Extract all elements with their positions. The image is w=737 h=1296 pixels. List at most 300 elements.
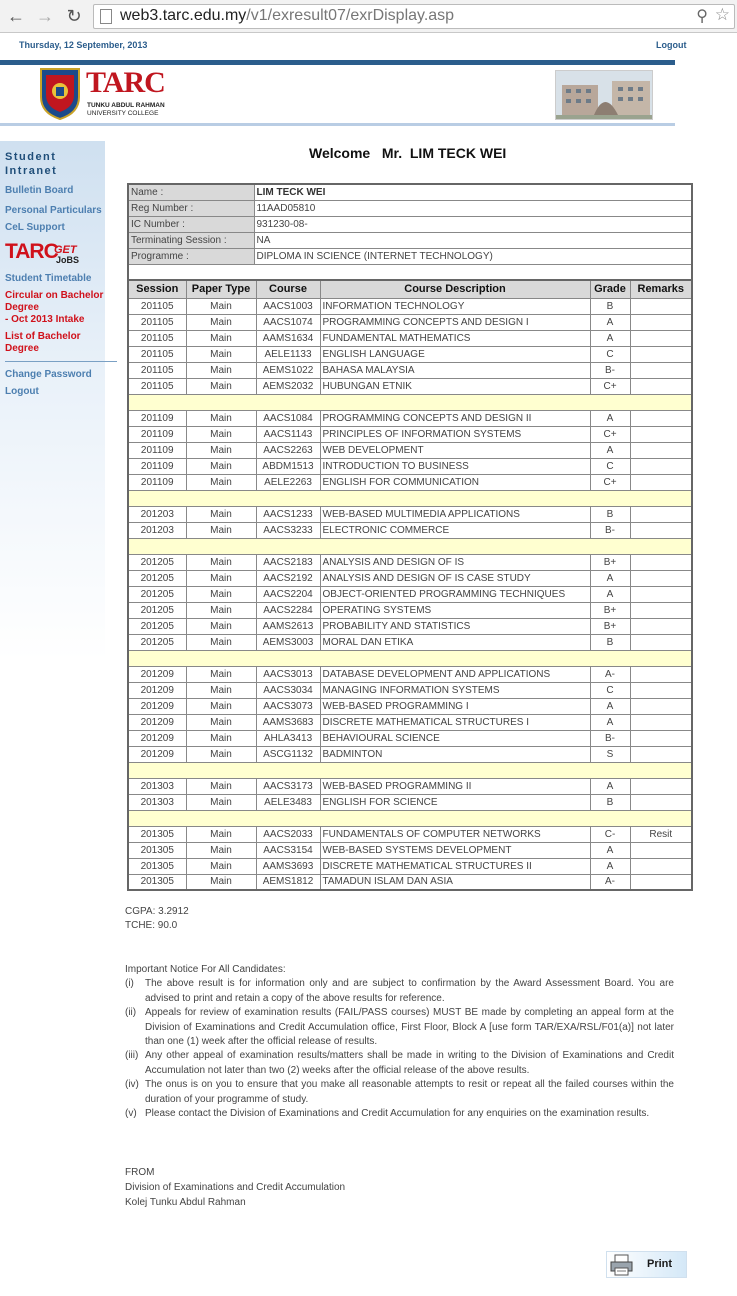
info-row-reg: [128, 200, 692, 216]
info-row-blank: [128, 264, 692, 280]
sidebar-item-circular-bachelor[interactable]: Circular on Bachelor Degree - Oct 2013 Intake: [5, 290, 104, 325]
course-code-cell: AACS3013: [256, 666, 320, 682]
session-cell: 201209: [128, 714, 186, 730]
table-row: [128, 666, 692, 682]
session-cell: 201209: [128, 682, 186, 698]
course-code-cell: AEMS1022: [256, 362, 320, 378]
session-separator: [128, 394, 692, 410]
course-description-cell: MANAGING INFORMATION SYSTEMS: [320, 682, 590, 698]
course-code-cell: AACS2192: [256, 570, 320, 586]
table-row: [128, 346, 692, 362]
course-code-cell: AACS3073: [256, 698, 320, 714]
grade-cell: C: [590, 346, 630, 362]
printer-icon: [610, 1254, 633, 1276]
browser-toolbar: [0, 0, 737, 33]
course-description-cell: FUNDAMENTAL MATHEMATICS: [320, 330, 590, 346]
session-cell: 201203: [128, 506, 186, 522]
remarks-cell: [630, 442, 692, 458]
course-description-cell: WEB-BASED MULTIMEDIA APPLICATIONS: [320, 506, 590, 522]
student-info-table: [127, 183, 693, 281]
session-cell: 201109: [128, 474, 186, 490]
print-button[interactable]: [606, 1251, 687, 1278]
paper-type-cell: Main: [186, 522, 256, 538]
separator-cell: [128, 394, 692, 410]
info-row-ic: [128, 216, 692, 232]
table-row: [128, 362, 692, 378]
remarks-cell: [630, 522, 692, 538]
table-row: [128, 426, 692, 442]
remarks-cell: [630, 746, 692, 762]
grade-cell: A: [590, 330, 630, 346]
grade-cell: C: [590, 682, 630, 698]
info-value-term: NA: [254, 232, 692, 248]
course-description-cell: WEB-BASED PROGRAMMING II: [320, 778, 590, 794]
separator-cell: [128, 810, 692, 826]
paper-type-cell: Main: [186, 554, 256, 570]
table-row: [128, 442, 692, 458]
paper-type-cell: Main: [186, 682, 256, 698]
paper-type-cell: Main: [186, 378, 256, 394]
course-description-cell: DATABASE DEVELOPMENT AND APPLICATIONS: [320, 666, 590, 682]
paper-type-cell: Main: [186, 698, 256, 714]
session-cell: 201109: [128, 458, 186, 474]
session-separator: [128, 762, 692, 778]
cgpa-value: CGPA: 3.2912: [125, 906, 189, 917]
remarks-cell: [630, 330, 692, 346]
tarc-get-jobs-get: GET: [54, 244, 77, 256]
campus-photo: [555, 70, 653, 120]
course-description-cell: DISCRETE MATHEMATICAL STRUCTURES I: [320, 714, 590, 730]
session-cell: 201105: [128, 378, 186, 394]
table-row: [128, 858, 692, 874]
notice-heading: Important Notice For All Candidates:: [125, 964, 286, 975]
separator-cell: [128, 650, 692, 666]
course-code-cell: AACS2263: [256, 442, 320, 458]
remarks-cell: [630, 874, 692, 890]
session-cell: 201205: [128, 618, 186, 634]
remarks-cell: [630, 378, 692, 394]
course-code-cell: AACS1084: [256, 410, 320, 426]
college-crest-icon: [39, 67, 81, 121]
course-code-cell: AACS1074: [256, 314, 320, 330]
session-cell: 201205: [128, 570, 186, 586]
course-code-cell: AELE2263: [256, 474, 320, 490]
paper-type-cell: Main: [186, 410, 256, 426]
paper-type-cell: Main: [186, 618, 256, 634]
remarks-cell: [630, 730, 692, 746]
table-row: [128, 506, 692, 522]
table-row: [128, 314, 692, 330]
table-row: [128, 682, 692, 698]
col-header-course: Course: [256, 280, 320, 298]
grade-cell: A: [590, 570, 630, 586]
session-cell: 201105: [128, 346, 186, 362]
table-row: [128, 602, 692, 618]
remarks-cell: Resit: [630, 826, 692, 842]
current-date: Thursday, 12 September, 2013: [19, 40, 148, 50]
table-row: [128, 522, 692, 538]
session-cell: 201209: [128, 698, 186, 714]
table-row: [128, 746, 692, 762]
logout-link-top[interactable]: Logout: [656, 40, 687, 50]
session-cell: 201205: [128, 586, 186, 602]
grade-cell: C+: [590, 378, 630, 394]
course-description-cell: FUNDAMENTALS OF COMPUTER NETWORKS: [320, 826, 590, 842]
sidebar-item-personal-particulars[interactable]: Personal Particulars: [5, 205, 102, 216]
course-description-cell: ENGLISH LANGUAGE: [320, 346, 590, 362]
info-label: Reg Number :: [128, 200, 254, 216]
course-description-cell: BADMINTON: [320, 746, 590, 762]
session-cell: 201105: [128, 314, 186, 330]
page-icon: [100, 9, 112, 24]
paper-type-cell: Main: [186, 602, 256, 618]
paper-type-cell: Main: [186, 362, 256, 378]
grade-cell: A: [590, 442, 630, 458]
course-description-cell: INFORMATION TECHNOLOGY: [320, 298, 590, 314]
info-label: Name :: [128, 184, 254, 200]
remarks-cell: [630, 666, 692, 682]
course-code-cell: AACS3173: [256, 778, 320, 794]
course-code-cell: AAMS3693: [256, 858, 320, 874]
table-row: [128, 826, 692, 842]
course-description-cell: DISCRETE MATHEMATICAL STRUCTURES II: [320, 858, 590, 874]
grade-cell: A: [590, 778, 630, 794]
session-cell: 201209: [128, 666, 186, 682]
from-line-3: Kolej Tunku Abdul Rahman: [125, 1197, 246, 1208]
back-icon[interactable]: ←: [7, 6, 25, 26]
paper-type-cell: Main: [186, 570, 256, 586]
url-text: web3.tarc.edu.my/v1/exresult07/exrDisplay.asp: [120, 7, 455, 24]
paper-type-cell: Main: [186, 714, 256, 730]
course-code-cell: AELE1133: [256, 346, 320, 362]
grade-cell: B: [590, 794, 630, 810]
course-description-cell: ANALYSIS AND DESIGN OF IS CASE STUDY: [320, 570, 590, 586]
paper-type-cell: Main: [186, 794, 256, 810]
course-code-cell: AACS3034: [256, 682, 320, 698]
paper-type-cell: Main: [186, 442, 256, 458]
session-cell: 201303: [128, 778, 186, 794]
course-code-cell: AELE3483: [256, 794, 320, 810]
remarks-cell: [630, 698, 692, 714]
col-header-grade: Grade: [590, 280, 630, 298]
course-description-cell: BEHAVIOURAL SCIENCE: [320, 730, 590, 746]
paper-type-cell: Main: [186, 730, 256, 746]
grade-cell: C+: [590, 426, 630, 442]
sidebar-item-student-timetable[interactable]: Student Timetable: [5, 273, 92, 284]
grade-cell: B: [590, 298, 630, 314]
session-cell: 201109: [128, 442, 186, 458]
session-cell: 201105: [128, 330, 186, 346]
table-row: [128, 618, 692, 634]
course-code-cell: AACS2033: [256, 826, 320, 842]
info-label: Programme :: [128, 248, 254, 264]
paper-type-cell: Main: [186, 474, 256, 490]
course-description-cell: OBJECT-ORIENTED PROGRAMMING TECHNIQUES: [320, 586, 590, 602]
course-description-cell: ENGLISH FOR COMMUNICATION: [320, 474, 590, 490]
sidebar-item-cel-support[interactable]: CeL Support: [5, 222, 65, 233]
grade-cell: A-: [590, 666, 630, 682]
table-row: [128, 330, 692, 346]
notice-item: (i) The above result is for information only and are subject to confirmation by the Award Assessment Board. You are advised to print and retain a copy of the above results for reference.: [125, 978, 674, 1004]
course-code-cell: AACS2204: [256, 586, 320, 602]
table-row: [128, 586, 692, 602]
table-row: [128, 570, 692, 586]
notice-item: (v) Please contact the Division of Examinations and Credit Accumulation for any enquiries on the examination results.: [125, 1108, 650, 1119]
info-row-programme: [128, 248, 692, 264]
session-cell: 201209: [128, 730, 186, 746]
course-description-cell: ELECTRONIC COMMERCE: [320, 522, 590, 538]
grade-cell: B: [590, 506, 630, 522]
info-value-ic: 931230-08-: [254, 216, 692, 232]
forward-icon[interactable]: →: [36, 6, 54, 26]
table-row: [128, 554, 692, 570]
paper-type-cell: Main: [186, 506, 256, 522]
sidebar-item-logout[interactable]: Logout: [5, 386, 39, 397]
grade-cell: B: [590, 634, 630, 650]
results-table: [127, 279, 693, 891]
paper-type-cell: Main: [186, 346, 256, 362]
course-description-cell: WEB-BASED PROGRAMMING I: [320, 698, 590, 714]
remarks-cell: [630, 842, 692, 858]
grade-cell: B+: [590, 618, 630, 634]
course-code-cell: AACS3154: [256, 842, 320, 858]
paper-type-cell: Main: [186, 842, 256, 858]
info-blank-cell: [128, 264, 692, 280]
col-header-description: Course Description: [320, 280, 590, 298]
sidebar-divider: [5, 361, 117, 362]
remarks-cell: [630, 426, 692, 442]
remarks-cell: [630, 298, 692, 314]
banner-stripe: [0, 60, 675, 65]
separator-cell: [128, 490, 692, 506]
course-code-cell: AACS2284: [256, 602, 320, 618]
separator-cell: [128, 538, 692, 554]
course-description-cell: WEB-BASED SYSTEMS DEVELOPMENT: [320, 842, 590, 858]
tarc-get-jobs-jobs: JoBS: [56, 255, 80, 265]
paper-type-cell: Main: [186, 330, 256, 346]
grade-cell: A: [590, 842, 630, 858]
session-cell: 201205: [128, 554, 186, 570]
info-value-reg: 11AAD05810: [254, 200, 692, 216]
remarks-cell: [630, 458, 692, 474]
session-cell: 201109: [128, 426, 186, 442]
notice-item: (ii) Appeals for review of examination results (FAIL/PASS courses) MUST BE made by completing an appeal form at the Division of Examinations and Credit Accumulation office, First Floor, Block A [use form TAR/EXA/RSL/F01(a)] not later than one (1) week after the official release of results.: [125, 1007, 674, 1047]
grade-cell: B+: [590, 554, 630, 570]
tarc-get-jobs-logo[interactable]: TARC: [5, 240, 58, 263]
separator-cell: [128, 762, 692, 778]
zoom-icon[interactable]: ⚲: [696, 8, 708, 25]
session-cell: 201305: [128, 842, 186, 858]
table-row: [128, 298, 692, 314]
session-cell: 201305: [128, 874, 186, 890]
course-description-cell: OPERATING SYSTEMS: [320, 602, 590, 618]
paper-type-cell: Main: [186, 634, 256, 650]
table-row: [128, 794, 692, 810]
table-row: [128, 714, 692, 730]
tche-value: TCHE: 90.0: [125, 920, 178, 931]
col-header-paper-type: Paper Type: [186, 280, 256, 298]
table-row: [128, 410, 692, 426]
from-line-2: Division of Examinations and Credit Accumulation: [125, 1182, 346, 1193]
table-row: [128, 842, 692, 858]
results-header-row: [128, 280, 692, 298]
remarks-cell: [630, 618, 692, 634]
info-row-term: [128, 232, 692, 248]
grade-cell: A: [590, 714, 630, 730]
paper-type-cell: Main: [186, 746, 256, 762]
session-cell: 201109: [128, 410, 186, 426]
star-icon[interactable]: ☆: [714, 5, 730, 24]
grade-cell: B-: [590, 362, 630, 378]
session-separator: [128, 490, 692, 506]
grade-cell: A-: [590, 874, 630, 890]
paper-type-cell: Main: [186, 826, 256, 842]
session-separator: [128, 810, 692, 826]
session-cell: 201205: [128, 634, 186, 650]
reload-icon[interactable]: ↻: [66, 6, 82, 26]
session-cell: 201305: [128, 858, 186, 874]
sidebar-item-bulletin-board[interactable]: Bulletin Board: [5, 185, 74, 196]
remarks-cell: [630, 362, 692, 378]
session-cell: 201105: [128, 362, 186, 378]
grade-cell: A: [590, 314, 630, 330]
course-description-cell: MORAL DAN ETIKA: [320, 634, 590, 650]
table-row: [128, 458, 692, 474]
remarks-cell: [630, 506, 692, 522]
session-cell: 201209: [128, 746, 186, 762]
course-code-cell: AAMS2613: [256, 618, 320, 634]
grade-cell: C+: [590, 474, 630, 490]
remarks-cell: [630, 682, 692, 698]
sidebar-title: Student Intranet: [5, 151, 58, 177]
info-value-name: LIM TECK WEI: [254, 184, 692, 200]
print-label: Print: [647, 1258, 673, 1270]
grade-cell: A: [590, 858, 630, 874]
course-code-cell: AEMS1812: [256, 874, 320, 890]
grade-cell: B-: [590, 730, 630, 746]
course-code-cell: AACS2183: [256, 554, 320, 570]
course-code-cell: AACS1003: [256, 298, 320, 314]
session-separator: [128, 650, 692, 666]
grade-cell: S: [590, 746, 630, 762]
course-code-cell: AHLA3413: [256, 730, 320, 746]
paper-type-cell: Main: [186, 586, 256, 602]
course-description-cell: TAMADUN ISLAM DAN ASIA: [320, 874, 590, 890]
remarks-cell: [630, 778, 692, 794]
paper-type-cell: Main: [186, 858, 256, 874]
grade-cell: A: [590, 698, 630, 714]
col-header-remarks: Remarks: [630, 280, 692, 298]
grade-cell: A: [590, 410, 630, 426]
course-code-cell: AACS1143: [256, 426, 320, 442]
paper-type-cell: Main: [186, 666, 256, 682]
course-description-cell: HUBUNGAN ETNIK: [320, 378, 590, 394]
remarks-cell: [630, 602, 692, 618]
table-row: [128, 874, 692, 890]
remarks-cell: [630, 314, 692, 330]
course-code-cell: ASCG1132: [256, 746, 320, 762]
col-header-session: Session: [128, 280, 186, 298]
sidebar-item-change-password[interactable]: Change Password: [5, 369, 92, 380]
info-label: Terminating Session :: [128, 232, 254, 248]
remarks-cell: [630, 554, 692, 570]
course-code-cell: ABDM1513: [256, 458, 320, 474]
grade-cell: A: [590, 586, 630, 602]
session-cell: 201105: [128, 298, 186, 314]
course-description-cell: ANALYSIS AND DESIGN OF IS: [320, 554, 590, 570]
info-label: IC Number :: [128, 216, 254, 232]
paper-type-cell: Main: [186, 314, 256, 330]
remarks-cell: [630, 714, 692, 730]
grade-cell: B+: [590, 602, 630, 618]
table-row: [128, 474, 692, 490]
course-description-cell: WEB DEVELOPMENT: [320, 442, 590, 458]
remarks-cell: [630, 858, 692, 874]
course-code-cell: AACS1233: [256, 506, 320, 522]
table-row: [128, 730, 692, 746]
remarks-cell: [630, 586, 692, 602]
course-code-cell: AAMS3683: [256, 714, 320, 730]
session-cell: 201205: [128, 602, 186, 618]
remarks-cell: [630, 570, 692, 586]
grade-cell: C: [590, 458, 630, 474]
course-code-cell: AACS3233: [256, 522, 320, 538]
notice-item: (iii) Any other appeal of examination results/matters shall be made in writing to the Division of Examinations and Credit Accumulation not later than two (2) weeks after the official release of the above results.: [125, 1050, 674, 1076]
welcome-heading: Welcome Mr. LIM TECK WEI: [309, 145, 507, 161]
info-row-name: [128, 184, 692, 200]
remarks-cell: [630, 346, 692, 362]
remarks-cell: [630, 634, 692, 650]
remarks-cell: [630, 410, 692, 426]
course-code-cell: AEMS3003: [256, 634, 320, 650]
course-description-cell: PRINCIPLES OF INFORMATION SYSTEMS: [320, 426, 590, 442]
course-description-cell: PROGRAMMING CONCEPTS AND DESIGN II: [320, 410, 590, 426]
session-separator: [128, 538, 692, 554]
sidebar-item-list-bachelor[interactable]: List of Bachelor Degree: [5, 331, 81, 354]
notice-item: (iv) The onus is on you to ensure that you make all reasonable attempts to resit or repeat all the failed courses within the duration of your programme of study.: [125, 1079, 674, 1105]
from-line-1: FROM: [125, 1167, 155, 1178]
session-cell: 201303: [128, 794, 186, 810]
course-description-cell: INTRODUCTION TO BUSINESS: [320, 458, 590, 474]
table-row: [128, 634, 692, 650]
course-description-cell: ENGLISH FOR SCIENCE: [320, 794, 590, 810]
paper-type-cell: Main: [186, 426, 256, 442]
course-description-cell: BAHASA MALAYSIA: [320, 362, 590, 378]
table-row: [128, 778, 692, 794]
logo-subtitle-2: UNIVERSITY COLLEGE: [87, 110, 159, 117]
paper-type-cell: Main: [186, 458, 256, 474]
course-description-cell: PROGRAMMING CONCEPTS AND DESIGN I: [320, 314, 590, 330]
tarc-logo-text: TARC: [86, 66, 165, 99]
remarks-cell: [630, 794, 692, 810]
grade-cell: C-: [590, 826, 630, 842]
table-row: [128, 378, 692, 394]
session-cell: 201203: [128, 522, 186, 538]
course-code-cell: AEMS2032: [256, 378, 320, 394]
logo-subtitle-1: TUNKU ABDUL RAHMAN: [87, 102, 165, 109]
session-cell: 201305: [128, 826, 186, 842]
remarks-cell: [630, 474, 692, 490]
info-value-programme: DIPLOMA IN SCIENCE (INTERNET TECHNOLOGY): [254, 248, 692, 264]
course-code-cell: AAMS1634: [256, 330, 320, 346]
course-description-cell: PROBABILITY AND STATISTICS: [320, 618, 590, 634]
grade-cell: B-: [590, 522, 630, 538]
table-row: [128, 698, 692, 714]
paper-type-cell: Main: [186, 874, 256, 890]
paper-type-cell: Main: [186, 298, 256, 314]
paper-type-cell: Main: [186, 778, 256, 794]
address-bar[interactable]: [93, 4, 735, 29]
